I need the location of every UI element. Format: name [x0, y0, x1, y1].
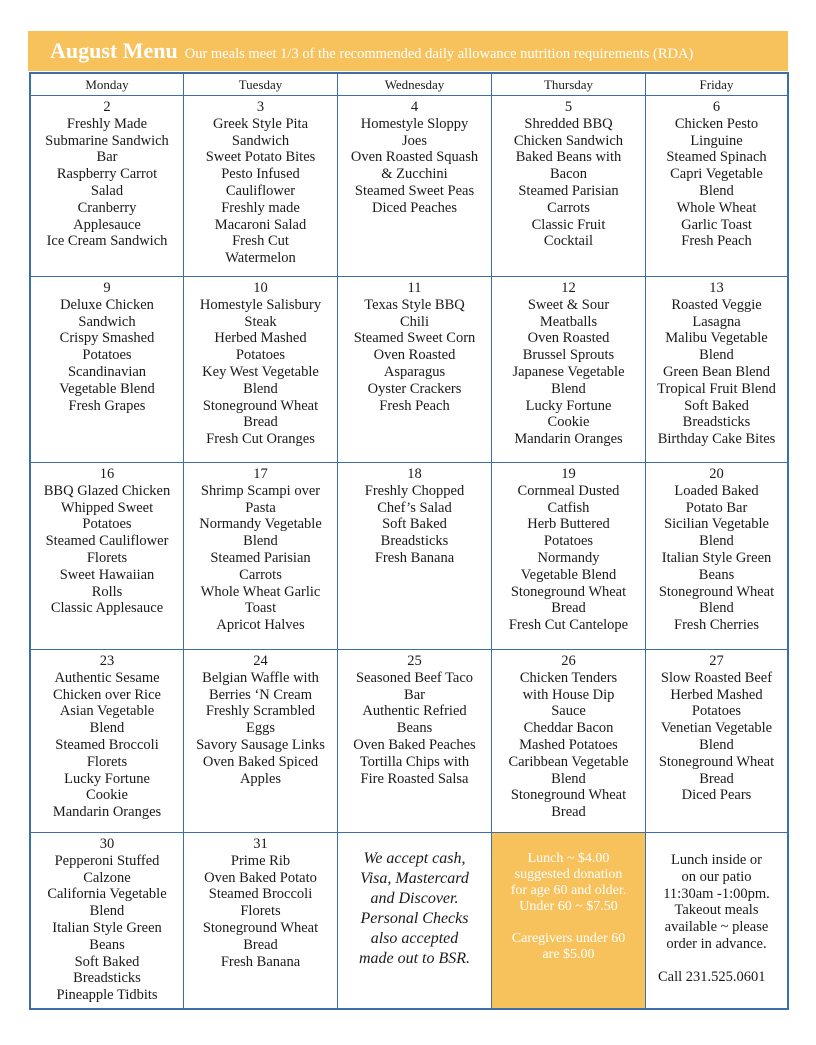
menu-item: Steamed Cauliflower	[45, 533, 169, 550]
day-cell	[338, 96, 492, 277]
menu-item: Fresh Cut Oranges	[206, 431, 315, 448]
menu-item: Slow Roasted Beef	[660, 669, 773, 686]
menu-item: Loaded Baked	[674, 482, 759, 499]
menu-item: Chicken Tenders	[519, 669, 618, 686]
menu-item: Steak	[244, 313, 277, 330]
day-number: 13	[709, 280, 724, 296]
menu-item: Fresh Grapes	[68, 397, 146, 414]
menu-item: Salad	[90, 182, 124, 199]
menu-item: Oven Roasted	[527, 330, 610, 347]
menu-item: Raspberry Carrot	[56, 166, 158, 183]
menu-item: Cranberry	[77, 199, 137, 216]
menu-item: Cookie	[86, 787, 128, 804]
menu-item: Lucky Fortune	[64, 770, 150, 787]
lunch-info-line: Takeout meals	[674, 902, 759, 919]
menu-item: Bread	[243, 936, 278, 953]
menu-item: Stoneground Wheat	[202, 919, 319, 936]
menu-item: Oven Roasted Squash	[350, 149, 479, 166]
menu-item: Fresh Peach	[681, 233, 752, 250]
menu-item: Beans	[698, 566, 735, 583]
day-number: 3	[256, 99, 265, 115]
menu-item: Green Bean Blend	[662, 363, 771, 380]
menu-item: Submarine Sandwich	[45, 132, 169, 149]
lunch-info	[646, 833, 787, 1008]
menu-item: Pasta	[245, 499, 276, 516]
menu-item: Mandarin Oranges	[52, 804, 162, 821]
menu-item: with House Dip	[522, 686, 615, 703]
menu-item: Pesto Infused	[221, 166, 300, 183]
pricing-line: for age 60 and older.	[510, 883, 627, 898]
pricing-spacer	[498, 915, 639, 931]
day-number: 23	[99, 653, 115, 669]
day-number: 18	[407, 466, 422, 482]
menu-item: Chicken Sandwich	[513, 132, 624, 149]
menu-item: Freshly made	[221, 199, 300, 216]
menu-item: Venetian Vegetable	[660, 720, 773, 737]
menu-item: Soft Baked	[382, 516, 447, 533]
menu-item: Blend	[699, 533, 734, 550]
day-cell	[492, 96, 646, 277]
menu-item: Blend	[699, 182, 734, 199]
menu-item: Potatoes	[691, 703, 742, 720]
menu-item: Whole Wheat	[676, 199, 757, 216]
menu-item: Tropical Fruit Blend	[657, 380, 776, 397]
menu-item: Cauliflower	[225, 182, 296, 199]
day-cell	[492, 277, 646, 463]
menu-item: Steamed Parisian	[518, 182, 619, 199]
menu-item: Lucky Fortune	[525, 397, 612, 414]
menu-item: Apricot Halves	[216, 617, 305, 634]
menu-item: Bread	[243, 414, 278, 431]
menu-item: Sweet & Sour	[527, 296, 610, 313]
menu-item: Italian Style Green	[661, 549, 772, 566]
menu-item: Lasagna	[692, 313, 741, 330]
menu-item: Pineapple Tidbits	[56, 987, 158, 1004]
day-number: 17	[253, 466, 268, 482]
menu-item: Florets	[86, 549, 128, 566]
payment-note-line: also accepted	[370, 930, 459, 947]
menu-item: Classic Fruit	[531, 216, 606, 233]
menu-item: Carrots	[547, 199, 590, 216]
menu-item: BBQ Glazed Chicken	[43, 482, 171, 499]
menu-item: Watermelon	[225, 250, 296, 267]
menu-item: Cocktail	[543, 233, 594, 250]
day-cell	[31, 833, 184, 1008]
menu-item: Sicilian Vegetable	[664, 516, 769, 533]
menu-item: Fire Roasted Salsa	[360, 770, 469, 787]
menu-item: Blend	[551, 770, 586, 787]
menu-item: Macaroni Salad	[214, 216, 307, 233]
weekday-header: Thursday	[492, 74, 646, 96]
menu-item: Bar	[96, 149, 118, 166]
menu-item: Fresh Cut	[232, 233, 289, 250]
menu-title: August Menu	[50, 38, 178, 63]
menu-item: Blend	[699, 736, 734, 753]
menu-item: Fresh Banana	[374, 549, 455, 566]
day-cell	[646, 463, 787, 650]
menu-item: Key West Vegetable	[202, 363, 319, 380]
menu-item: Homestyle Sloppy	[360, 115, 469, 132]
menu-item: Roasted Veggie	[671, 296, 762, 313]
menu-item: Fresh Peach	[379, 397, 450, 414]
payment-note-line: made out to BSR.	[358, 950, 471, 967]
pricing-box	[492, 833, 646, 1008]
day-cell	[31, 463, 184, 650]
menu-item: Asparagus	[383, 363, 446, 380]
menu-item: Fresh Cut Cantelope	[508, 617, 629, 634]
phone-number: Call 231.525.0601	[658, 968, 766, 985]
menu-item: Blend	[699, 600, 734, 617]
menu-item: Eggs	[246, 720, 275, 737]
menu-item: Beans	[89, 936, 125, 953]
menu-item: Homestyle Salisbury	[199, 296, 322, 313]
menu-item: Blend	[243, 533, 278, 550]
menu-item: Potato Bar	[685, 499, 748, 516]
menu-item: Prime Rib	[230, 852, 291, 869]
menu-item: Berries ‘N Cream	[208, 686, 313, 703]
payment-note-line: Personal Checks	[360, 910, 469, 927]
menu-item: Italian Style Green	[52, 919, 162, 936]
lunch-info-line: 11:30am -1:00pm.	[663, 885, 770, 902]
menu-item: Herbed Mashed	[214, 330, 307, 347]
day-cell	[31, 650, 184, 833]
menu-item: Blend	[699, 347, 734, 364]
menu-item: Stoneground Wheat	[658, 583, 775, 600]
menu-item: California Vegetable	[47, 886, 167, 903]
menu-item: Steamed Spinach	[666, 149, 767, 166]
menu-item: Chicken over Rice	[53, 686, 161, 703]
menu-item: Chef’s Salad	[377, 499, 452, 516]
menu-item: Fresh Cherries	[674, 617, 759, 634]
day-number: 12	[561, 280, 576, 296]
menu-item: Texas Style BBQ	[364, 296, 465, 313]
menu-item: Florets	[86, 753, 128, 770]
day-cell	[184, 463, 338, 650]
menu-item: Potatoes	[82, 347, 132, 364]
menu-item: Oven Baked Peaches	[353, 736, 476, 753]
day-number: 25	[407, 653, 422, 669]
caregiver-price-line: are $5.00	[542, 947, 595, 962]
menu-item: Malibu Vegetable	[665, 330, 768, 347]
menu-item: Toast	[244, 600, 277, 617]
day-cell	[31, 96, 184, 277]
menu-item: Bacon	[549, 166, 588, 183]
menu-item: Normandy	[537, 549, 600, 566]
menu-item: Potatoes	[543, 533, 594, 550]
menu-item: Savory Sausage Links	[196, 736, 325, 753]
menu-item: Authentic Sesame	[54, 669, 160, 686]
day-number: 6	[712, 99, 721, 115]
day-number: 16	[99, 466, 115, 482]
pricing-line: Lunch ~ $4.00	[527, 851, 610, 866]
menu-item: Blend	[89, 903, 125, 920]
day-cell	[184, 277, 338, 463]
menu-item: Bar	[404, 686, 425, 703]
menu-item: Brussel Sprouts	[522, 347, 615, 364]
menu-item: Mashed Potatoes	[519, 736, 618, 753]
day-number: 27	[709, 653, 724, 669]
menu-item: Vegetable Blend	[59, 380, 155, 397]
menu-item: Mandarin Oranges	[514, 431, 623, 448]
lunch-info-line: order in advance.	[666, 935, 767, 952]
menu-item: Stoneground Wheat	[510, 787, 627, 804]
day-number: 5	[564, 99, 573, 115]
day-number: 30	[99, 836, 115, 852]
menu-item: Authentic Refried	[362, 703, 467, 720]
menu-item: Caribbean Vegetable	[508, 753, 629, 770]
pricing-line: suggested donation	[514, 867, 623, 882]
menu-item: Soft Baked	[74, 953, 140, 970]
menu-item: Linguine	[690, 132, 743, 149]
menu-item: Apples	[239, 770, 282, 787]
menu-item: Bread	[699, 770, 734, 787]
menu-item: Beans	[396, 720, 433, 737]
menu-item: Breadsticks	[73, 970, 141, 987]
lunch-info-line: available ~ please	[664, 919, 769, 936]
day-number: 10	[253, 280, 268, 296]
menu-item: Diced Peaches	[372, 199, 457, 216]
menu-item: Blend	[89, 720, 125, 737]
day-number: 4	[410, 99, 419, 115]
menu-item: Freshly Chopped	[364, 482, 465, 499]
menu-item: Cheddar Bacon	[523, 720, 614, 737]
menu-item: Catfish	[547, 499, 590, 516]
menu-item: Stoneground Wheat	[658, 753, 775, 770]
menu-item: Diced Pears	[681, 787, 752, 804]
menu-item: Oyster Crackers	[367, 380, 462, 397]
menu-item: Potatoes	[235, 347, 286, 364]
menu-item: Baked Beans with	[515, 149, 622, 166]
menu-item: & Zucchini	[381, 166, 448, 183]
menu-item: Whole Wheat Garlic	[200, 583, 321, 600]
menu-item: Stoneground Wheat	[202, 397, 319, 414]
menu-calendar	[29, 72, 789, 1010]
day-cell	[646, 650, 787, 833]
menu-item: Fresh Banana	[220, 953, 301, 970]
menu-item: Freshly Scrambled	[205, 703, 316, 720]
menu-item: Freshly Made	[66, 115, 148, 132]
menu-item: Steamed Sweet Peas	[354, 182, 475, 199]
menu-subtitle: Our meals meet 1/3 of the recommended daily allowance nutrition requirements (RDA)	[184, 46, 694, 62]
menu-item: Normandy Vegetable	[199, 516, 322, 533]
menu-item: Whipped Sweet	[60, 499, 154, 516]
day-number: 24	[253, 653, 268, 669]
menu-item: Herbed Mashed	[670, 686, 763, 703]
menu-item: Oven Roasted	[373, 347, 456, 364]
weekday-header: Wednesday	[338, 74, 492, 96]
menu-item: Sandwich	[231, 132, 290, 149]
day-cell	[646, 277, 787, 463]
menu-item: Sandwich	[78, 313, 136, 330]
menu-item: Vegetable Blend	[520, 566, 617, 583]
menu-item: Breadsticks	[380, 533, 449, 550]
menu-item: Florets	[240, 903, 281, 920]
menu-item: Shrimp Scampi over	[200, 482, 321, 499]
menu-item: Garlic Toast	[681, 216, 752, 233]
menu-item: Steamed Broccoli	[55, 736, 159, 753]
menu-item: Belgian Waffle with	[202, 669, 319, 686]
day-cell	[338, 650, 492, 833]
day-cell	[492, 650, 646, 833]
menu-item: Classic Applesauce	[50, 600, 164, 617]
menu-item: Oven Baked Potato	[204, 869, 317, 886]
menu-item: Stoneground Wheat	[510, 583, 627, 600]
day-number: 19	[561, 466, 576, 482]
menu-item: Soft Baked	[684, 397, 749, 414]
menu-item: Sweet Hawaiian	[59, 566, 155, 583]
pricing-line: Under 60 ~ $7.50	[519, 899, 618, 914]
menu-item: Joes	[402, 132, 427, 149]
menu-item: Tortilla Chips with	[359, 753, 470, 770]
menu-item: Crispy Smashed	[59, 330, 155, 347]
menu-item: Cookie	[547, 414, 590, 431]
menu-item: Sauce	[551, 703, 586, 720]
day-cell	[338, 277, 492, 463]
day-number: 2	[103, 99, 111, 115]
menu-header-banner	[28, 31, 788, 71]
menu-item: Birthday Cake Bites	[657, 431, 776, 448]
lunch-info-line: Lunch inside or	[670, 852, 762, 868]
day-cell	[646, 96, 787, 277]
menu-item: Rolls	[91, 583, 123, 600]
day-number: 20	[709, 466, 724, 482]
day-cell	[184, 833, 338, 1008]
day-number: 31	[253, 836, 268, 852]
menu-item: Steamed Parisian	[210, 549, 311, 566]
menu-item: Deluxe Chicken	[60, 296, 154, 313]
payment-note-line: We accept cash,	[363, 850, 466, 867]
menu-item: Sweet Potato Bites	[205, 149, 316, 166]
day-cell	[184, 650, 338, 833]
menu-item: Carrots	[239, 566, 282, 583]
menu-item: Steamed Sweet Corn	[353, 330, 476, 347]
menu-item: Applesauce	[73, 216, 141, 233]
menu-item: Bread	[551, 804, 586, 821]
menu-item: Seasoned Beef Taco	[355, 669, 474, 686]
weekday-header: Tuesday	[184, 74, 338, 96]
caregiver-price-line: Caregivers under 60	[511, 931, 626, 946]
menu-item: Meatballs	[539, 313, 598, 330]
menu-item: Asian Vegetable	[59, 703, 155, 720]
menu-item: Shredded BBQ	[524, 115, 613, 132]
weekday-header: Monday	[31, 74, 184, 96]
menu-item: Potatoes	[82, 516, 132, 533]
menu-item: Oven Baked Spiced	[202, 753, 319, 770]
menu-item: Steamed Broccoli	[208, 886, 313, 903]
menu-item: Cornmeal Dusted	[517, 482, 620, 499]
menu-item: Japanese Vegetable	[512, 363, 625, 380]
menu-item: Ice Cream Sandwich	[46, 233, 168, 250]
payment-note	[338, 833, 492, 1008]
day-number: 26	[561, 653, 576, 669]
day-cell	[184, 96, 338, 277]
menu-item: Chicken Pesto	[674, 115, 759, 132]
payment-note-line: and Discover.	[370, 890, 459, 907]
menu-item: Breadsticks	[682, 414, 751, 431]
day-number: 9	[103, 280, 111, 296]
lunch-info-line: on our patio	[681, 868, 752, 885]
menu-item: Pepperoni Stuffed	[54, 852, 160, 869]
menu-item: Greek Style Pita	[212, 115, 309, 132]
day-cell	[31, 277, 184, 463]
menu-item: Calzone	[83, 869, 131, 886]
payment-note-line: Visa, Mastercard	[360, 870, 469, 887]
day-number: 11	[407, 280, 422, 296]
menu-item: Scandinavian	[67, 363, 147, 380]
menu-item: Herb Buttered	[527, 516, 610, 533]
day-cell	[338, 463, 492, 650]
menu-item: Chili	[399, 313, 429, 330]
menu-item: Capri Vegetable	[670, 166, 763, 183]
menu-item: Blend	[243, 380, 278, 397]
menu-item: Blend	[551, 380, 586, 397]
menu-item: Bread	[551, 600, 586, 617]
day-cell	[492, 463, 646, 650]
weekday-header: Friday	[646, 74, 787, 96]
